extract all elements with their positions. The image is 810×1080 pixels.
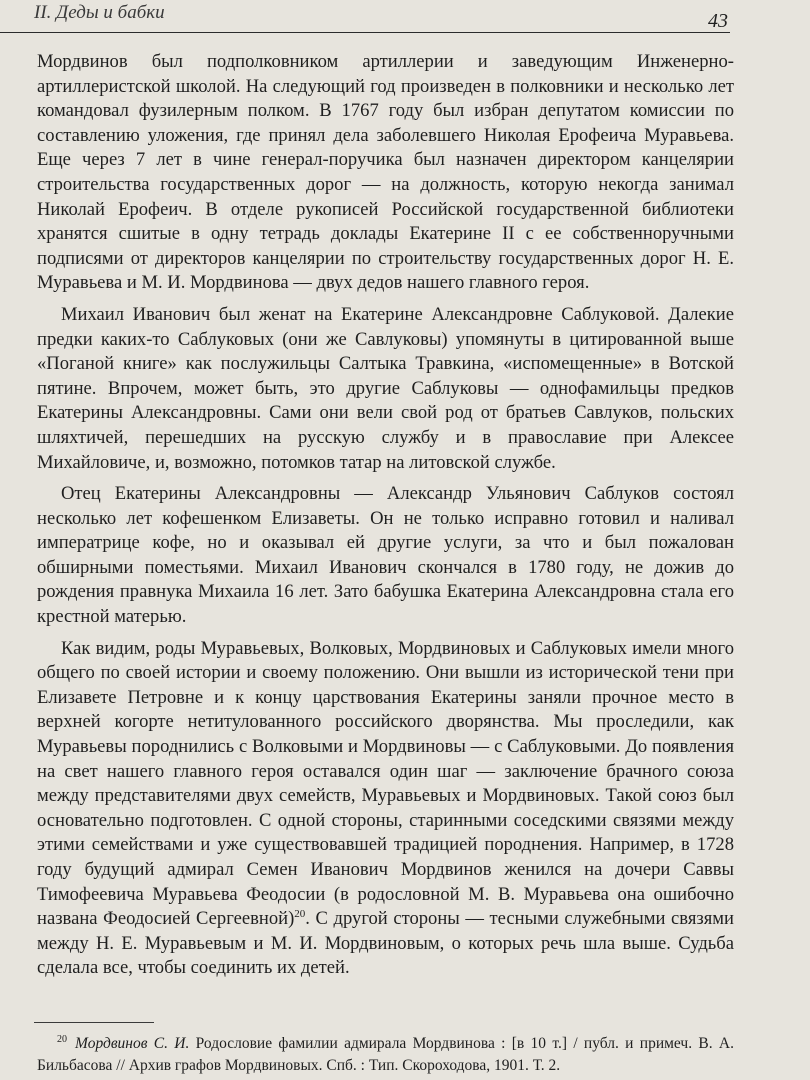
paragraph-text: Как видим, роды Муравьевых, Волковых, Мордвиновых и Саблуковых имели много общего по своей истории и своему положению. Они вышли из исторической тени при Елизавете Петровне и к концу царствования Екатерины заняли прочное место в верхней когорте нетитулованного российского дворянства. Мы проследили, как Муравьевы породнились с Волковыми и Мордвиновы — с Саблуковыми. До появления на свет нашего главного героя оставался один шаг — заключение брачного союза между представителями двух семейств, Муравьевых и Мордвиновых. Такой союз был основательно подготовлен. С одной стороны, старинными соседскими связями между этими семействами и уже существовавшей традицией породнения. Например, в 1728 году будущий адмирал Семен Иванович Мордвинов женился на дочери Саввы Тимофеевича Муравьева Феодосии (в родословной М. В. Муравьева она ошибочно названа Феодосией Сергеевной) xyxy=(37,637,734,930)
paragraph-2 xyxy=(37,303,734,475)
paragraph-text: Отец Екатерины Александровны — Александр Ульянович Саблуков состоял несколько лет кофешенком Елизаветы. Он не только исправно готовил и наливал императрице кофе, но и оказывал ей другие услуги, за что и был пожалован обширными поместьями. Михаил Иванович скончался в 1780 году, не дожив до рождения правнука Михаила 16 лет. Зато бабушка Екатерина Александровна стала его крестной матерью. xyxy=(37,483,734,628)
paragraph-3 xyxy=(37,482,734,630)
footnote-text: Родословие фамилии адмирала Мордвинова : [в 10 т.] / публ. и примеч. В. А. Бильбасова // Архив графов Мордвиновых. Спб. : Тип. Скороходова, 1901. Т. 2. xyxy=(37,1035,734,1074)
footnote-author: Мордвинов С. И. xyxy=(75,1035,190,1052)
footnote-number: 20 xyxy=(57,1034,67,1045)
paragraph-text: Мордвинов был подполковником артиллерии и заведующим Инженерно-артиллеристской школой. На следующий год произведен в полковники и несколько лет командовал фузилерным полком. В 1767 году был избран депутатом комиссии по составлению уложения, где принял дела заболевшего Николая Ерофеича Муравьева. Еще через 7 лет в чине генерал-поручика был назначен директором канцелярии строительства государственных дорог — на должность, которую некогда занимал Николай Ерофеич. В отделе рукописей Российской государственной библиотеки хранятся сшитые в одну тетрадь доклады Екатерине II с ее собственноручными подписями от директоров канцелярии по строительству государственных дорог Н. Е. Муравьева и М. И. Мордвинова — двух дедов нашего главного героя. xyxy=(37,51,734,294)
paragraph-1 xyxy=(37,50,734,296)
paragraph-text-continued: . С другой стороны — тесными служебными связями между Н. Е. Муравьевым и М. И. Мордвиновым, о которых речь шла выше. Судьба сделала все, чтобы соединить их детей. xyxy=(37,908,734,979)
page-header xyxy=(0,0,730,33)
paragraph-4 xyxy=(37,637,734,981)
running-head: II. Деды и бабки xyxy=(34,2,165,23)
footnote xyxy=(37,1029,734,1077)
footnote-reference[interactable]: 20 xyxy=(294,908,306,920)
body-text xyxy=(37,50,734,988)
page-number: 43 xyxy=(708,10,728,32)
footnote-divider xyxy=(34,1022,154,1023)
paragraph-text: Михаил Иванович был женат на Екатерине Александровне Саблуковой. Далекие предки каких-то Саблуковых (они же Савлуковы) упомянуты в цитированной выше «Поганой книге» как послужильцы Салтыка Травкина, «испомещенные» в Вотской пятине. Впрочем, может быть, это другие Саблуковы — однофамильцы предков Екатерины Александровны. Сами они вели свой род от братьев Савлуков, польских шляхтичей, перешедших на русскую службу и в православие при Алексее Михайловиче, и, возможно, потомков татар на литовской службе. xyxy=(37,303,734,473)
